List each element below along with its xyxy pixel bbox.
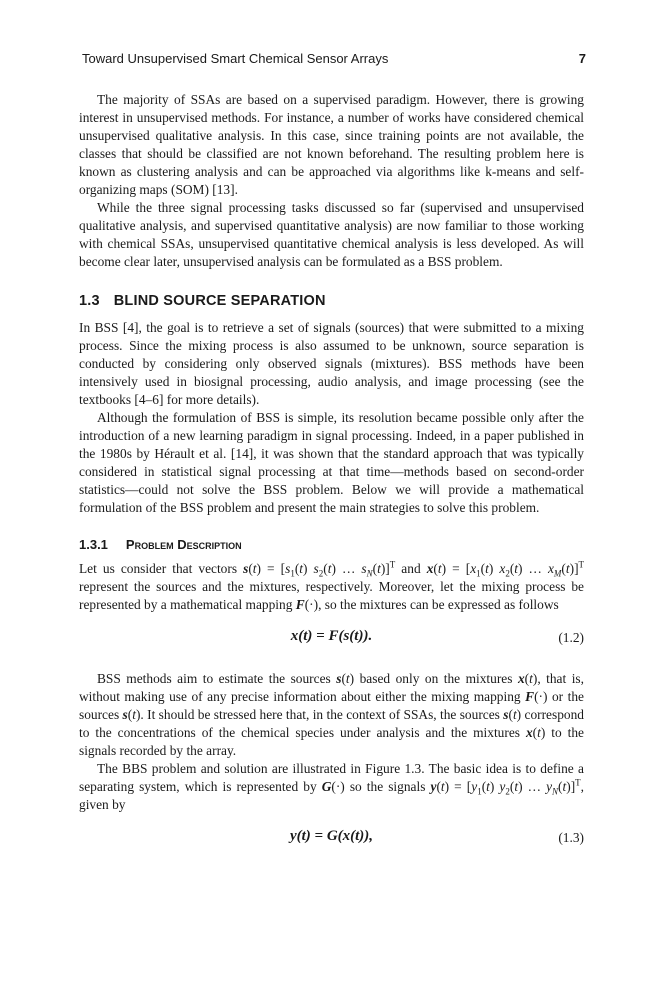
equation-number: (1.2) [558, 630, 584, 645]
equation-expression: x(t) = F(s(t)). [290, 628, 373, 644]
page-number: 7 [578, 51, 586, 66]
paragraph-3: In BSS [4], the goal is to retrieve a set of signals (sources) that were submitted to a mixing process. Since the mixing process is also assumed to be unknown, source separation is conducted by considering only observed signals (mixtures). BSS methods have been intensively used in biosignal processing, audio analysis, and image processing (see the textbooks [4–6] for more details). [79, 320, 584, 407]
paragraph-6: BSS methods aim to estimate the sources s(t) based only on the mixtures x(t), that is, without making use of any precise information about either the mixing mapping F(·) or the sources s(t). It should be stressed here that, in the context of SSAs, the sources s(t) correspond to the concentrations of the chemical species under analysis and the mixtures x(t) to the signals recorded by the array. [79, 671, 584, 758]
equation-number: (1.3) [558, 830, 584, 845]
subsection-number: 1.3.1 [79, 537, 108, 552]
paragraph-2: While the three signal processing tasks discussed so far (supervised and unsupervised qualitative analysis, and supervised quantitative analysis) are now familiar to those working with chemical SSAs, unsupervised quantitative chemical analysis is less developed. As will become clear later, unsupervised analysis can be formulated as a BSS problem. [79, 200, 584, 269]
subsection-heading [79, 537, 584, 552]
section-title: BLIND SOURCE SEPARATION [113, 293, 326, 309]
paragraph-4: Although the formulation of BSS is simple, its resolution became possible only after the introduction of a new learning paradigm in signal processing. Indeed, in a paper published in the 1980s by Hérault et al. [14], it was shown that the standard approach that was typically considered in statistical signal processing at that time—methods based on second-order statistics—could not solve the BSS problem. Below we will provide a mathematical formulation of the BSS problem and present the main strategies to solve this problem. [79, 410, 584, 515]
running-head [82, 51, 586, 66]
running-head-title: Toward Unsupervised Smart Chemical Sensor Arrays [82, 51, 389, 66]
section-number: 1.3 [79, 293, 100, 309]
equation-1-3 [79, 820, 584, 860]
equation-1-2 [79, 620, 584, 660]
paragraph-5: Let us consider that vectors $s(t) = [s_1(t)$ $s_2(t)$ … $s_N(t)]^T$ and $x(t) = [x_1(t)$ $x_2(t)$ … $x_M(t)]^T$ represent the sources and the mixtures, respectively. Moreover, let the mixing process be represented by a mathematical mapping F(·), so the mixtures can be expressed as follows [79, 559, 585, 612]
paragraph-7: The BBS problem and solution are illustrated in Figure 1.3. The basic idea is to define a separating system, which is represented by G(·) so the signals $y(t) = [y_1(t)$ $y_2(t)$ … $y_N(t)]^T$, given by [79, 761, 585, 812]
body-text [79, 91, 584, 870]
equation-expression: y(t) = G(x(t)), [289, 828, 374, 844]
section-heading [79, 293, 584, 309]
subsection-title: Problem Description [125, 537, 242, 552]
paragraph-1: The majority of SSAs are based on a supervised paradigm. However, there is growing interest in unsupervised methods. For instance, a number of works have considered chemical unsupervised qualitative analysis. In this case, since training points are not available, the classes that should be classified are not known beforehand. The resulting problem here is known as clustering analysis and can be approached via algorithms like k-means and self-organizing maps (SOM) [13]. [79, 92, 584, 197]
